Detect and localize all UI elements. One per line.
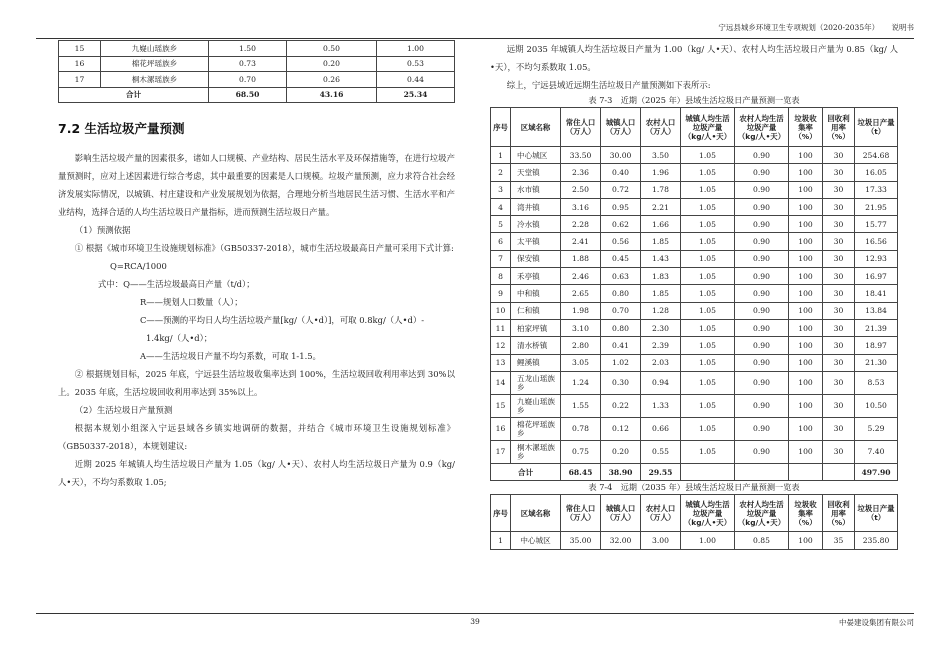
table-cell: 100 bbox=[789, 268, 823, 285]
table-cell: 30 bbox=[823, 164, 855, 181]
table-cell: 3 bbox=[491, 181, 511, 198]
table-cell: 5 bbox=[491, 216, 511, 233]
table-cell: 32.00 bbox=[601, 532, 641, 550]
table-cell: 2.30 bbox=[641, 319, 681, 336]
table-row bbox=[491, 233, 898, 250]
table-cell: 18.41 bbox=[855, 285, 898, 302]
table-cell: 1.05 bbox=[681, 233, 735, 250]
table-row bbox=[491, 164, 898, 181]
table-cell: 18.97 bbox=[855, 337, 898, 354]
table-cell: 1.00 bbox=[681, 532, 735, 550]
table-cell: 鲤溪镇 bbox=[511, 354, 561, 371]
table-row bbox=[491, 417, 898, 440]
table-cell: 100 bbox=[789, 147, 823, 164]
table-cell: 13.84 bbox=[855, 302, 898, 319]
column-header: 城镇人口（万人） bbox=[601, 108, 641, 147]
table-cell: 16 bbox=[59, 56, 101, 72]
table-cell: 0.30 bbox=[601, 371, 641, 394]
table-cell: 12.93 bbox=[855, 250, 898, 267]
table-cell: 100 bbox=[789, 302, 823, 319]
table-cell: 0.45 bbox=[601, 250, 641, 267]
table-row bbox=[491, 147, 898, 164]
column-header: 垃圾收集率（%） bbox=[789, 108, 823, 147]
basis-item-1: ① 根据《城市环境卫生设施规划标准》（GB50337-2018），城市生活垃圾最高日产量可采用下式计算: bbox=[74, 243, 454, 253]
table-cell: 3.10 bbox=[561, 319, 601, 336]
company-name: 中晏建设集团有限公司 bbox=[839, 618, 914, 627]
table-cell: 0.20 bbox=[601, 440, 641, 463]
table-cell: 1.50 bbox=[209, 41, 287, 57]
table-cell: 水市镇 bbox=[511, 181, 561, 198]
total-row bbox=[491, 463, 898, 480]
table-cell: 38.90 bbox=[601, 463, 641, 480]
column-header: 农村人均生活垃圾产量（kg/人•天） bbox=[735, 495, 789, 532]
table-cell: 1.33 bbox=[641, 394, 681, 417]
table-cell: 1 bbox=[491, 532, 511, 550]
column-header: 序号 bbox=[491, 108, 511, 147]
table-cell: 0.90 bbox=[735, 417, 789, 440]
table-cell: 30 bbox=[823, 302, 855, 319]
table-cell: 1.05 bbox=[681, 371, 735, 394]
table-cell: 30 bbox=[823, 181, 855, 198]
column-header: 城镇人均生活垃圾产量（kg/人•天） bbox=[681, 495, 735, 532]
table-cell: 30 bbox=[823, 250, 855, 267]
table-cell: 0.55 bbox=[641, 440, 681, 463]
table-cell: 100 bbox=[789, 354, 823, 371]
table-cell: 0.85 bbox=[735, 532, 789, 550]
table-cell: 1.24 bbox=[561, 371, 601, 394]
table-cell: 100 bbox=[789, 440, 823, 463]
table-cell: 0.80 bbox=[601, 285, 641, 302]
table-row bbox=[491, 394, 898, 417]
table-cell: 0.62 bbox=[601, 216, 641, 233]
table-cell: 0.90 bbox=[735, 198, 789, 215]
table-cell: 100 bbox=[789, 417, 823, 440]
right-column bbox=[490, 40, 898, 550]
table-cell: 2.28 bbox=[561, 216, 601, 233]
table-cell: 33.50 bbox=[561, 147, 601, 164]
column-header: 序号 bbox=[491, 495, 511, 532]
page-footer bbox=[36, 613, 914, 628]
table-cell: 0.90 bbox=[735, 337, 789, 354]
table-cell: 1.55 bbox=[561, 394, 601, 417]
table-cell: 35.00 bbox=[561, 532, 601, 550]
table-cell: 1.28 bbox=[641, 302, 681, 319]
table-cell: 16 bbox=[491, 417, 511, 440]
column-header: 垃圾收集率（%） bbox=[789, 495, 823, 532]
table-cell: 21.39 bbox=[855, 319, 898, 336]
table-cell: 1.05 bbox=[681, 394, 735, 417]
table-cell: 九嶷山瑶族乡 bbox=[511, 394, 561, 417]
table-cell: 0.90 bbox=[735, 250, 789, 267]
table-cell: 100 bbox=[789, 216, 823, 233]
page-header bbox=[36, 22, 914, 39]
basis-item-2: ② 根据规划目标，2025 年底，宁远县生活垃圾收集率达到 100%，生活垃圾回收利用率达到 30%以上。2035 年底，生活垃圾回收利用率达到 35%以上。 bbox=[58, 369, 455, 397]
table-cell: 太平镇 bbox=[511, 233, 561, 250]
table-cell: 15 bbox=[491, 394, 511, 417]
table-cell: 1.88 bbox=[561, 250, 601, 267]
table-cell: 五龙山瑶族乡 bbox=[511, 371, 561, 394]
empty-cell bbox=[823, 463, 855, 480]
table-cell: 1.05 bbox=[681, 268, 735, 285]
table-cell: 30 bbox=[823, 440, 855, 463]
table-cell: 100 bbox=[789, 394, 823, 417]
left-column bbox=[58, 40, 455, 491]
table-cell: 100 bbox=[789, 198, 823, 215]
table-cell: 1.05 bbox=[681, 198, 735, 215]
table-cell: 2.80 bbox=[561, 337, 601, 354]
table-cell: 8.53 bbox=[855, 371, 898, 394]
table-cell: 0.94 bbox=[641, 371, 681, 394]
table-cell: 235.80 bbox=[855, 532, 898, 550]
table-cell: 3.00 bbox=[641, 532, 681, 550]
table-cell: 4 bbox=[491, 198, 511, 215]
table-cell: 1.98 bbox=[561, 302, 601, 319]
column-header: 常住人口（万人） bbox=[561, 495, 601, 532]
table-cell: 冷水镇 bbox=[511, 216, 561, 233]
table-cell: 100 bbox=[789, 371, 823, 394]
table-cell: 湾井镇 bbox=[511, 198, 561, 215]
table-cell: 10 bbox=[491, 302, 511, 319]
table-cell: 0.90 bbox=[735, 181, 789, 198]
formula-q: 式中：Q——生活垃圾最高日产量（t/d）； bbox=[98, 279, 255, 289]
table-cell: 15 bbox=[59, 41, 101, 57]
table-cell: 21.95 bbox=[855, 198, 898, 215]
formula-r: R——规划人口数量（人）； bbox=[140, 297, 243, 307]
table-cell: 0.70 bbox=[601, 302, 641, 319]
table-row bbox=[491, 371, 898, 394]
column-header: 垃圾日产量（t） bbox=[855, 495, 898, 532]
table-cell: 中和镇 bbox=[511, 285, 561, 302]
table-cell: 1.05 bbox=[681, 319, 735, 336]
table-row bbox=[491, 198, 898, 215]
table-cell: 九嶷山瑶族乡 bbox=[101, 41, 209, 57]
table-cell: 17 bbox=[59, 72, 101, 88]
table-cell: 100 bbox=[789, 319, 823, 336]
table-cell: 30 bbox=[823, 417, 855, 440]
table-cell: 0.44 bbox=[377, 72, 455, 88]
table-cell: 0.26 bbox=[287, 72, 377, 88]
table-cell: 8 bbox=[491, 268, 511, 285]
table-cell: 1.05 bbox=[681, 440, 735, 463]
table-cell: 0.70 bbox=[209, 72, 287, 88]
column-header: 回收利用率（%） bbox=[823, 495, 855, 532]
table-row bbox=[491, 302, 898, 319]
table-cell: 0.90 bbox=[735, 147, 789, 164]
table-cell: 68.50 bbox=[209, 87, 287, 103]
section-title: 7.2 生活垃圾产量预测 bbox=[58, 121, 185, 136]
table-cell: 30.00 bbox=[601, 147, 641, 164]
header-row bbox=[491, 495, 898, 532]
table-row bbox=[491, 532, 898, 550]
table-cell: 1.85 bbox=[641, 285, 681, 302]
column-header: 农村人均生活垃圾产量（kg/人•天） bbox=[735, 108, 789, 147]
table-cell: 100 bbox=[789, 164, 823, 181]
table-cell: 497.90 bbox=[855, 463, 898, 480]
table-cell: 6 bbox=[491, 233, 511, 250]
table-cell: 0.90 bbox=[735, 354, 789, 371]
table-cell: 清水桥镇 bbox=[511, 337, 561, 354]
table-cell: 16.97 bbox=[855, 268, 898, 285]
table-cell: 1.05 bbox=[681, 164, 735, 181]
table-cell: 0.90 bbox=[735, 285, 789, 302]
table-cell: 0.90 bbox=[735, 440, 789, 463]
formula-a: A——生活垃圾日产量不均匀系数，可取 1-1.5。 bbox=[140, 351, 321, 361]
table-row bbox=[491, 181, 898, 198]
table-cell: 仁和镇 bbox=[511, 302, 561, 319]
table-cell: 0.90 bbox=[735, 394, 789, 417]
table-cell: 0.20 bbox=[287, 56, 377, 72]
column-header: 垃圾日产量（t） bbox=[855, 108, 898, 147]
header-doc-type: 说明书 bbox=[891, 23, 914, 32]
total-row bbox=[59, 87, 455, 103]
page-number: 39 bbox=[470, 617, 480, 626]
table-cell: 1.05 bbox=[681, 147, 735, 164]
table-cell: 21.30 bbox=[855, 354, 898, 371]
empty-cell bbox=[735, 463, 789, 480]
table-cell: 棉花坪瑶族乡 bbox=[511, 417, 561, 440]
column-header: 区域名称 bbox=[511, 108, 561, 147]
column-header: 城镇人口（万人） bbox=[601, 495, 641, 532]
table-cell: 0.40 bbox=[601, 164, 641, 181]
table-cell: 2 bbox=[491, 164, 511, 181]
table-cell: 1.05 bbox=[681, 337, 735, 354]
table-cell: 68.45 bbox=[561, 463, 601, 480]
table-row bbox=[491, 337, 898, 354]
table-cell: 0.90 bbox=[735, 371, 789, 394]
table-cell: 30 bbox=[823, 371, 855, 394]
table-cell: 棉花坪瑶族乡 bbox=[101, 56, 209, 72]
table-cell: 1.02 bbox=[601, 354, 641, 371]
table-cell: 禾亭镇 bbox=[511, 268, 561, 285]
table-row bbox=[491, 250, 898, 267]
table-cell: 1.66 bbox=[641, 216, 681, 233]
table-cell: 2.65 bbox=[561, 285, 601, 302]
intro-paragraph: 影响生活垃圾产量的因素很多，诸如人口规模、产业结构、居民生活水平及环保措施等，在进行垃圾产量预测时，应对上述因素进行综合考虑，其中最重要的因素是人口规模。垃圾产量预测，应力求符合社会经济发展实际情况，以城镇、村庄建设和产业发展规划为依据，合理地分析当地居民生活习惯、生活水平和产业结构，选择合适的人均生活垃圾日产量指标，进而预测生活垃圾日产量。 bbox=[58, 153, 455, 217]
summary-paragraph: 综上，宁远县域近远期生活垃圾日产量预测如下表所示: bbox=[506, 80, 711, 90]
table-cell: 43.16 bbox=[287, 87, 377, 103]
table-cell: 1.05 bbox=[681, 216, 735, 233]
table-cell: 1.05 bbox=[681, 285, 735, 302]
table-cell: 17.33 bbox=[855, 181, 898, 198]
table-cell: 10.50 bbox=[855, 394, 898, 417]
table-cell: 0.72 bbox=[601, 181, 641, 198]
column-header: 常住人口（万人） bbox=[561, 108, 601, 147]
table-cell: 15.77 bbox=[855, 216, 898, 233]
table-row bbox=[59, 56, 455, 72]
table-cell: 0.90 bbox=[735, 216, 789, 233]
table-cell: 11 bbox=[491, 319, 511, 336]
column-header: 农村人口（万人） bbox=[641, 108, 681, 147]
table-cell: 0.78 bbox=[561, 417, 601, 440]
table-cell: 16.05 bbox=[855, 164, 898, 181]
table-cell: 100 bbox=[789, 337, 823, 354]
table-cell: 30 bbox=[823, 268, 855, 285]
table-cell: 0.12 bbox=[601, 417, 641, 440]
column-header: 回收利用率（%） bbox=[823, 108, 855, 147]
column-header: 区域名称 bbox=[511, 495, 561, 532]
table-cell: 29.55 bbox=[641, 463, 681, 480]
table-cell: 35 bbox=[823, 532, 855, 550]
table-cell: 桐木漯瑶族乡 bbox=[511, 440, 561, 463]
table-cell: 254.68 bbox=[855, 147, 898, 164]
population-table-continued bbox=[58, 40, 455, 103]
long-term-paragraph: 远期 2035 年城镇人均生活垃圾日产量为 1.00（kg/ 人•天）、农村人均生活垃圾日产量为 0.85（kg/ 人•天），不均匀系数取 1.05。 bbox=[490, 44, 898, 72]
table-row bbox=[491, 285, 898, 302]
table-row bbox=[491, 268, 898, 285]
table-cell: 30 bbox=[823, 394, 855, 417]
table-cell: 2.03 bbox=[641, 354, 681, 371]
table-cell: 中心城区 bbox=[511, 532, 561, 550]
table-cell: 2.41 bbox=[561, 233, 601, 250]
table-cell: 1.05 bbox=[681, 250, 735, 267]
table-row bbox=[491, 319, 898, 336]
table-cell: 2.46 bbox=[561, 268, 601, 285]
table-cell: 3.16 bbox=[561, 198, 601, 215]
header-title: 宁远县城乡环境卫生专项规划（2020-2035年） bbox=[718, 23, 880, 32]
table-cell: 1.05 bbox=[681, 354, 735, 371]
table-cell: 0.22 bbox=[601, 394, 641, 417]
table-cell: 柏家坪镇 bbox=[511, 319, 561, 336]
table-row bbox=[59, 41, 455, 57]
table-cell: 0.95 bbox=[601, 198, 641, 215]
table-cell: 0.90 bbox=[735, 233, 789, 250]
formula: Q=RCA/1000 bbox=[110, 261, 167, 271]
empty-cell bbox=[789, 463, 823, 480]
table-cell: 1.96 bbox=[641, 164, 681, 181]
table-cell: 30 bbox=[823, 233, 855, 250]
table-cell: 0.90 bbox=[735, 319, 789, 336]
table-cell: 0.41 bbox=[601, 337, 641, 354]
forecast-paragraph: 根据本规划小组深入宁远县域各乡镇实地调研的数据，并结合《城市环境卫生设施规划标准》（GB50337-2018），本规划建议: bbox=[58, 423, 455, 451]
empty-cell bbox=[681, 463, 735, 480]
table-cell: 0.53 bbox=[377, 56, 455, 72]
column-header: 城镇人均生活垃圾产量（kg/人•天） bbox=[681, 108, 735, 147]
table-7-3-caption: 表 7-3 近期（2025 年）县域生活垃圾日产量预测一览表 bbox=[588, 95, 800, 105]
table-cell: 25.34 bbox=[377, 87, 455, 103]
table-7-4 bbox=[490, 494, 898, 550]
formula-c: C——预测的平均日人均生活垃圾产量[kg/（人•d）]，可取 0.8kg/（人•d）- bbox=[140, 315, 425, 325]
table-cell: 2.21 bbox=[641, 198, 681, 215]
table-cell: 0.66 bbox=[641, 417, 681, 440]
table-cell: 1.78 bbox=[641, 181, 681, 198]
table-cell: 2.39 bbox=[641, 337, 681, 354]
header-row bbox=[491, 108, 898, 147]
table-cell: 2.50 bbox=[561, 181, 601, 198]
table-cell: 14 bbox=[491, 371, 511, 394]
table-cell: 0.63 bbox=[601, 268, 641, 285]
table-cell: 0.80 bbox=[601, 319, 641, 336]
table-cell: 0.90 bbox=[735, 164, 789, 181]
table-cell: 17 bbox=[491, 440, 511, 463]
table-cell: 7 bbox=[491, 250, 511, 267]
table-cell: 5.29 bbox=[855, 417, 898, 440]
table-row bbox=[59, 72, 455, 88]
table-row bbox=[491, 440, 898, 463]
table-cell: 0.90 bbox=[735, 302, 789, 319]
table-cell: 30 bbox=[823, 198, 855, 215]
table-7-4-caption: 表 7-4 远期（2035 年）县域生活垃圾日产量预测一览表 bbox=[588, 482, 800, 493]
table-cell: 100 bbox=[789, 181, 823, 198]
table-cell: 30 bbox=[823, 147, 855, 164]
table-cell: 3.05 bbox=[561, 354, 601, 371]
table-cell: 桐木漯瑶族乡 bbox=[101, 72, 209, 88]
table-cell: 9 bbox=[491, 285, 511, 302]
table-cell: 100 bbox=[789, 250, 823, 267]
table-cell: 0.73 bbox=[209, 56, 287, 72]
table-cell: 中心城区 bbox=[511, 147, 561, 164]
forecast-heading: （2）生活垃圾日产量预测 bbox=[74, 405, 173, 415]
formula-c-cont: 1.4kg/（人•d）； bbox=[146, 333, 213, 343]
table-cell: 30 bbox=[823, 319, 855, 336]
table-cell: 30 bbox=[823, 354, 855, 371]
table-cell: 100 bbox=[789, 532, 823, 550]
table-cell: 1.85 bbox=[641, 233, 681, 250]
near-term-paragraph: 近期 2025 年城镇人均生活垃圾日产量为 1.05（kg/ 人•天）、农村人均生活垃圾日产量为 0.9（kg/ 人•天），不均匀系数取 1.05; bbox=[58, 459, 455, 487]
table-cell: 合计 bbox=[59, 87, 209, 103]
table-cell: 合计 bbox=[491, 463, 561, 480]
table-row bbox=[491, 216, 898, 233]
table-cell: 12 bbox=[491, 337, 511, 354]
table-cell: 1.05 bbox=[681, 417, 735, 440]
table-cell: 保安镇 bbox=[511, 250, 561, 267]
table-cell: 2.36 bbox=[561, 164, 601, 181]
table-cell: 0.75 bbox=[561, 440, 601, 463]
table-cell: 16.56 bbox=[855, 233, 898, 250]
table-cell: 7.40 bbox=[855, 440, 898, 463]
table-cell: 0.50 bbox=[287, 41, 377, 57]
table-cell: 1.43 bbox=[641, 250, 681, 267]
table-cell: 1.05 bbox=[681, 181, 735, 198]
table-cell: 100 bbox=[789, 285, 823, 302]
table-row bbox=[491, 354, 898, 371]
basis-heading: （1）预测依据 bbox=[74, 225, 131, 235]
column-header: 农村人口（万人） bbox=[641, 495, 681, 532]
table-cell: 3.50 bbox=[641, 147, 681, 164]
table-cell: 1 bbox=[491, 147, 511, 164]
table-cell: 30 bbox=[823, 216, 855, 233]
table-7-3 bbox=[490, 107, 898, 481]
table-cell: 30 bbox=[823, 337, 855, 354]
table-cell: 1.00 bbox=[377, 41, 455, 57]
table-cell: 100 bbox=[789, 233, 823, 250]
table-cell: 13 bbox=[491, 354, 511, 371]
table-cell: 1.83 bbox=[641, 268, 681, 285]
table-cell: 0.90 bbox=[735, 268, 789, 285]
table-cell: 30 bbox=[823, 285, 855, 302]
table-cell: 天堂镇 bbox=[511, 164, 561, 181]
table-cell: 0.56 bbox=[601, 233, 641, 250]
table-cell: 1.05 bbox=[681, 302, 735, 319]
